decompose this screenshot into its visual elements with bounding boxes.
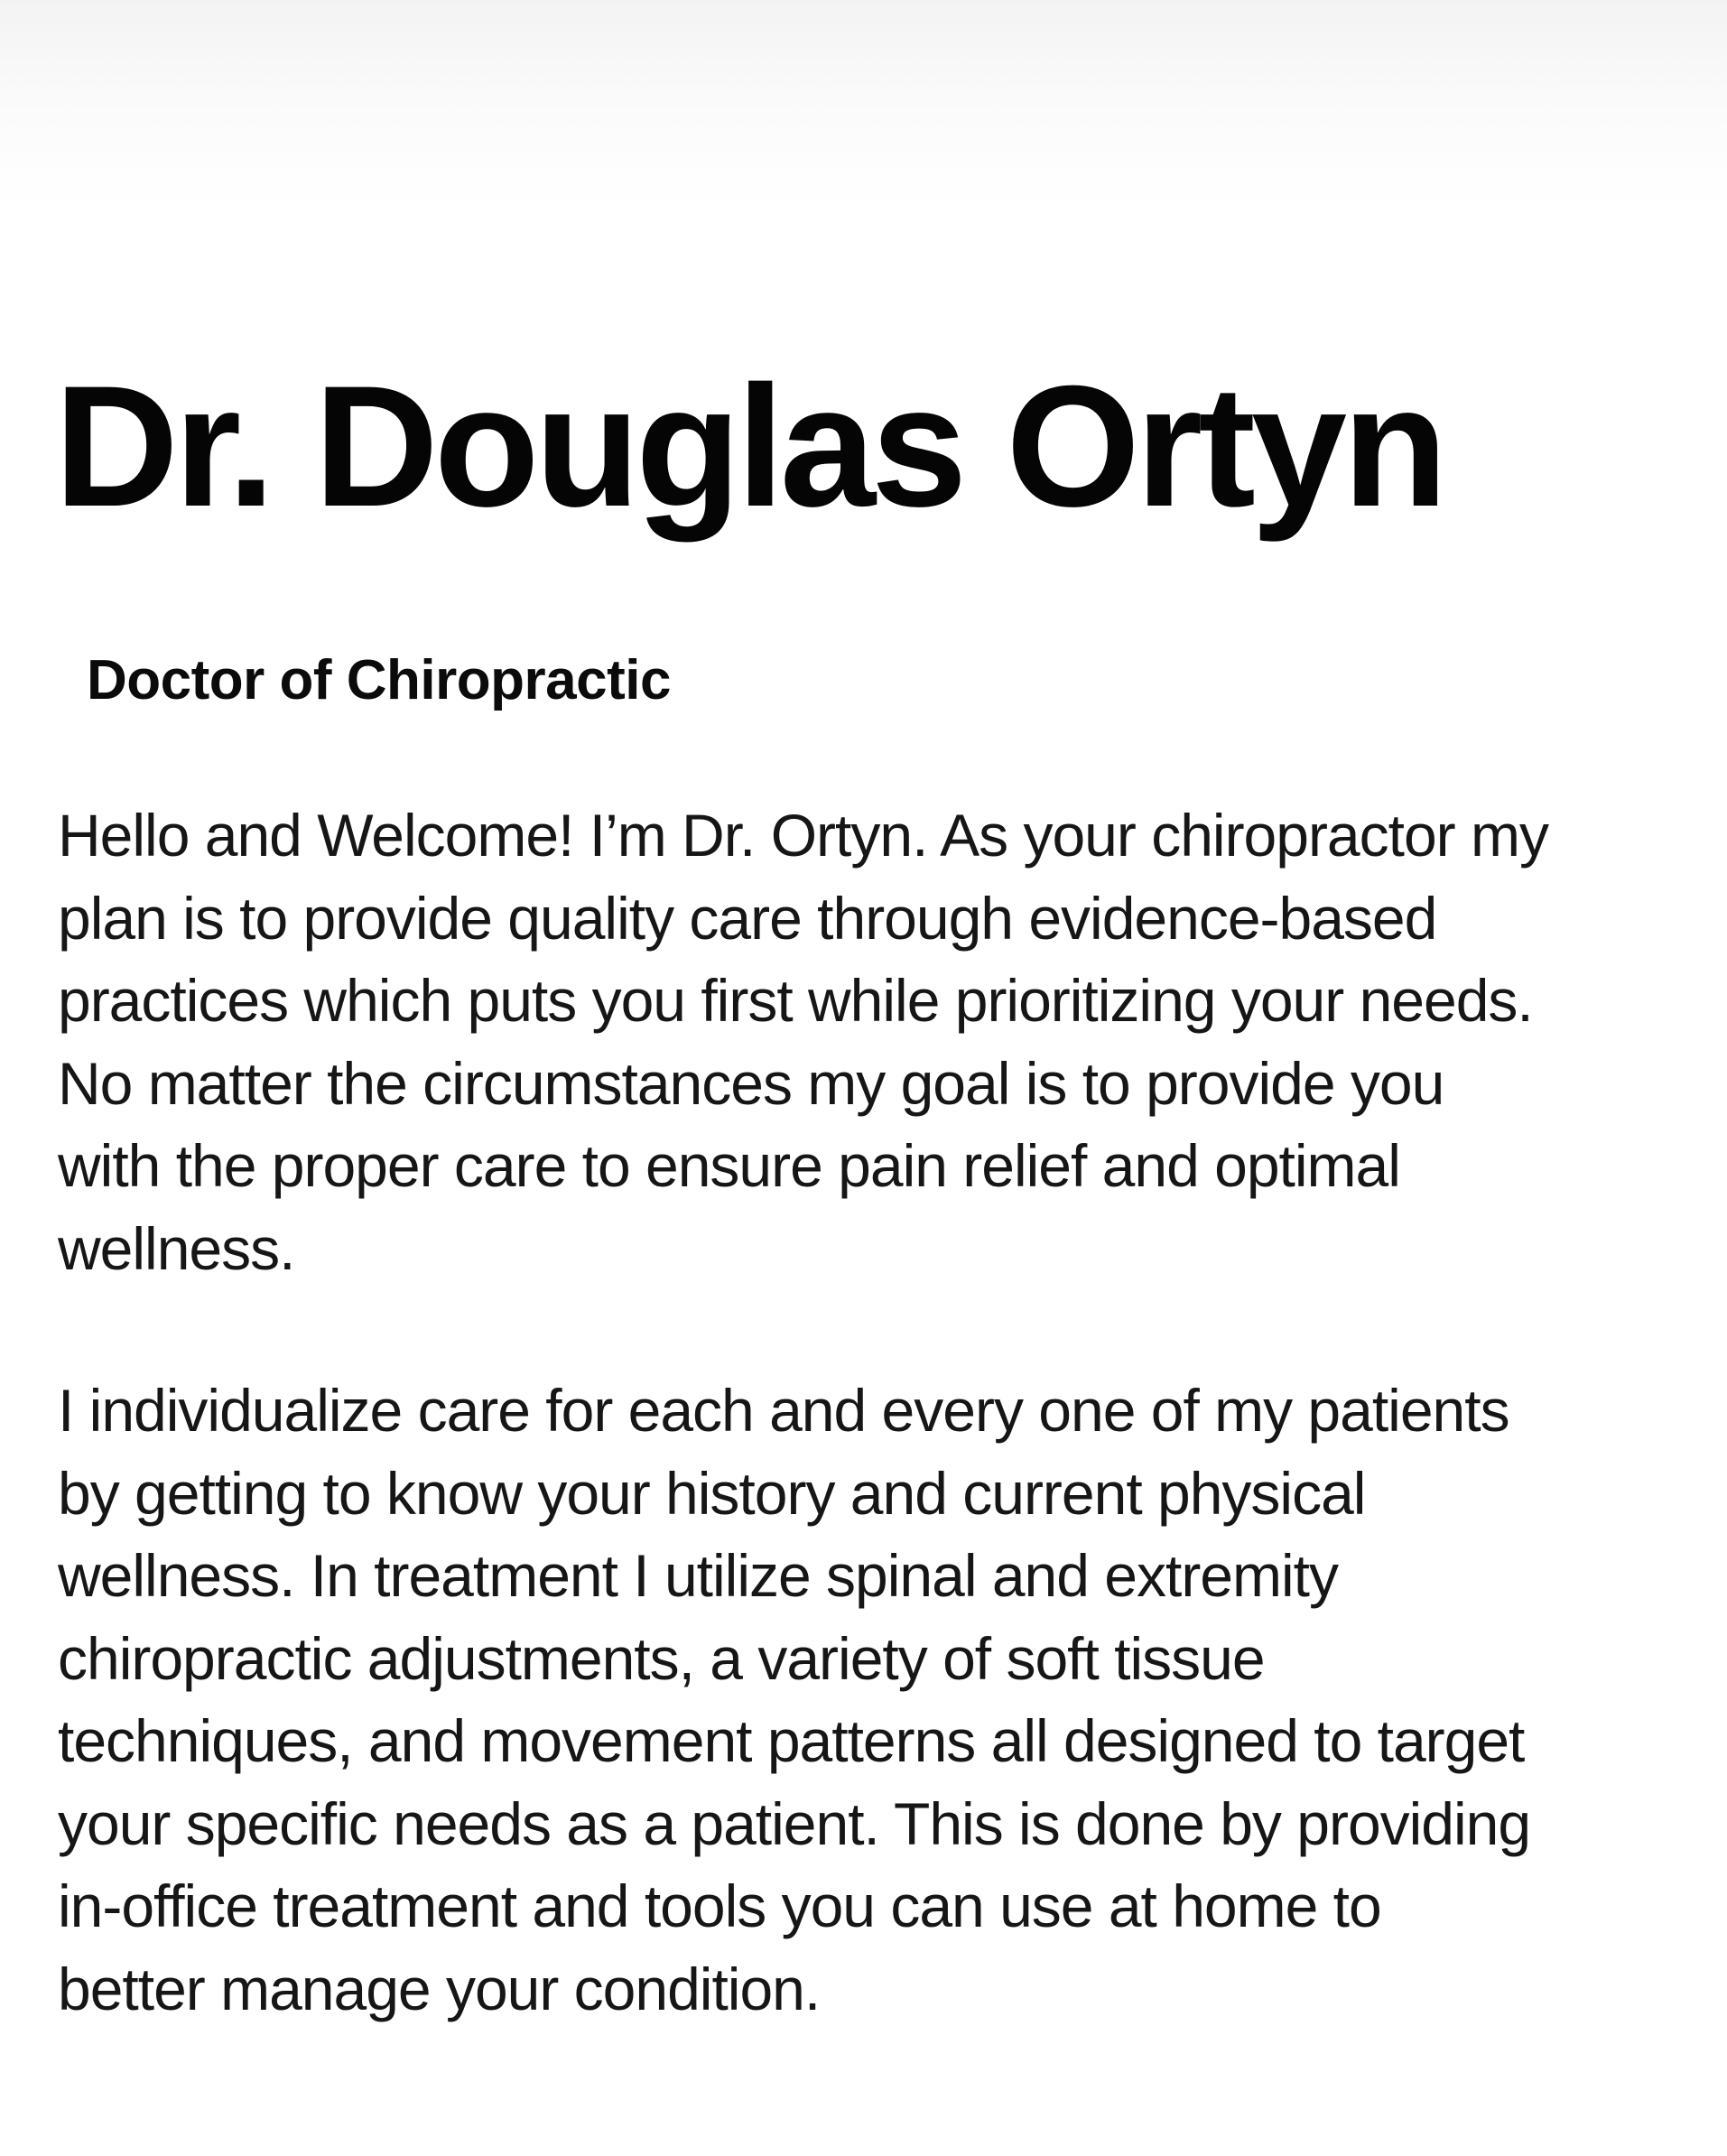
bio-line: No matter the circumstances my goal is to provide you [58, 1049, 1444, 1117]
bio-line: by getting to know your history and current physical [58, 1459, 1366, 1527]
bio-line: techniques, and movement patterns all designed to target [58, 1707, 1525, 1774]
bio-line: plan is to provide quality care through evidence-based [58, 884, 1437, 952]
bio-line: wellness. In treatment I utilize spinal and extremity [58, 1542, 1338, 1609]
bio-line: wellness. [58, 1214, 295, 1282]
bio-paragraph-care-approach [58, 1370, 1665, 2031]
doctor-name-heading: Dr. Douglas Ortyn [54, 350, 1444, 543]
doctor-title: Doctor of Chiropractic [87, 649, 671, 711]
bio-line: chiropractic adjustments, a variety of soft tissue [58, 1624, 1265, 1692]
bio-line: your specific needs as a patient. This is done by providing [58, 1789, 1531, 1857]
bio-line: practices which puts you first while prioritizing your needs. [58, 967, 1533, 1034]
bio-paragraph-welcome [58, 795, 1665, 1290]
top-shade [0, 0, 1727, 208]
bio-line: in-office treatment and tools you can use at home to [58, 1873, 1381, 1939]
bio-line: better manage your condition. [58, 1955, 821, 2022]
bio-line: Hello and Welcome! I’m Dr. Ortyn. As your chiropractor my [58, 802, 1548, 869]
bio-line: with the proper care to ensure pain relief and optimal [58, 1132, 1400, 1199]
bio-line: I individualize care for each and every one of my patients [58, 1377, 1509, 1444]
